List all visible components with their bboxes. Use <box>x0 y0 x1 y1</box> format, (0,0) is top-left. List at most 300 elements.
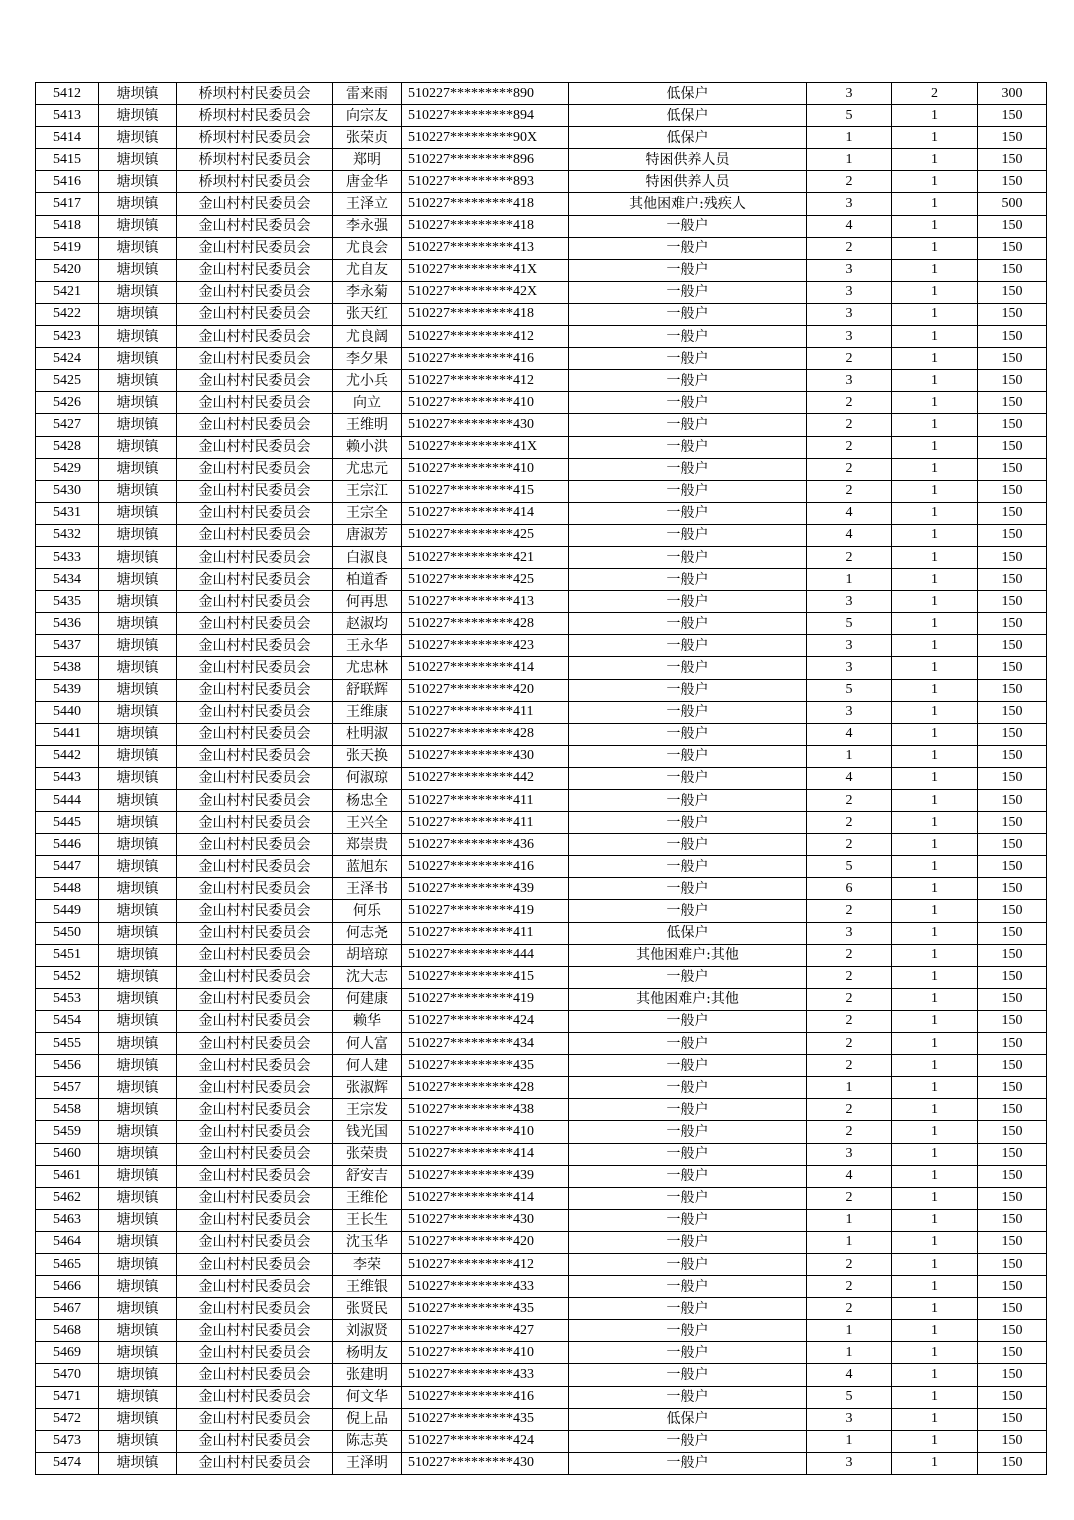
household-size-cell: 1 <box>807 1342 892 1364</box>
town-cell: 塘坝镇 <box>99 591 177 613</box>
name-cell: 白淑良 <box>333 546 402 568</box>
amount-cell: 150 <box>978 834 1047 856</box>
name-cell: 柏道香 <box>333 569 402 591</box>
village-committee-cell: 金山村村民委员会 <box>177 944 333 966</box>
name-cell: 雷来雨 <box>333 83 402 105</box>
id-number-cell: 510227*********421 <box>402 546 569 568</box>
table-row <box>36 966 1047 988</box>
household-size-cell: 2 <box>807 1298 892 1320</box>
name-cell: 王宗全 <box>333 502 402 524</box>
household-type-cell: 特困供养人员 <box>569 149 807 171</box>
count-cell: 1 <box>892 392 978 414</box>
village-committee-cell: 金山村村民委员会 <box>177 878 333 900</box>
name-cell: 何建康 <box>333 988 402 1010</box>
count-cell: 1 <box>892 436 978 458</box>
table-row <box>36 1364 1047 1386</box>
serial-number-cell: 5470 <box>36 1364 99 1386</box>
household-size-cell: 1 <box>807 127 892 149</box>
count-cell: 1 <box>892 193 978 215</box>
town-cell: 塘坝镇 <box>99 215 177 237</box>
name-cell: 郑崇贵 <box>333 834 402 856</box>
table-row <box>36 1187 1047 1209</box>
household-type-cell: 一般户 <box>569 1055 807 1077</box>
amount-cell: 150 <box>978 1010 1047 1032</box>
table-row <box>36 502 1047 524</box>
household-size-cell: 3 <box>807 193 892 215</box>
amount-cell: 150 <box>978 569 1047 591</box>
table-row <box>36 1276 1047 1298</box>
household-size-cell: 1 <box>807 1320 892 1342</box>
id-number-cell: 510227*********419 <box>402 900 569 922</box>
id-number-cell: 510227*********411 <box>402 790 569 812</box>
village-committee-cell: 金山村村民委员会 <box>177 392 333 414</box>
serial-number-cell: 5465 <box>36 1253 99 1275</box>
table-row <box>36 900 1047 922</box>
serial-number-cell: 5472 <box>36 1408 99 1430</box>
count-cell: 1 <box>892 480 978 502</box>
table-row <box>36 1209 1047 1231</box>
name-cell: 赖小洪 <box>333 436 402 458</box>
table-row <box>36 1010 1047 1032</box>
village-committee-cell: 金山村村民委员会 <box>177 790 333 812</box>
serial-number-cell: 5454 <box>36 1010 99 1032</box>
household-type-cell: 一般户 <box>569 812 807 834</box>
serial-number-cell: 5428 <box>36 436 99 458</box>
name-cell: 王兴全 <box>333 812 402 834</box>
name-cell: 赖华 <box>333 1010 402 1032</box>
id-number-cell: 510227*********414 <box>402 1143 569 1165</box>
name-cell: 唐淑芳 <box>333 524 402 546</box>
serial-number-cell: 5433 <box>36 546 99 568</box>
village-committee-cell: 金山村村民委员会 <box>177 1099 333 1121</box>
amount-cell: 150 <box>978 966 1047 988</box>
name-cell: 赵淑均 <box>333 613 402 635</box>
count-cell: 1 <box>892 1430 978 1452</box>
id-number-cell: 510227*********425 <box>402 524 569 546</box>
town-cell: 塘坝镇 <box>99 1121 177 1143</box>
household-type-cell: 一般户 <box>569 237 807 259</box>
name-cell: 王泽立 <box>333 193 402 215</box>
count-cell: 1 <box>892 657 978 679</box>
name-cell: 王维银 <box>333 1276 402 1298</box>
id-number-cell: 510227*********893 <box>402 171 569 193</box>
amount-cell: 150 <box>978 215 1047 237</box>
household-size-cell: 2 <box>807 1033 892 1055</box>
table-row <box>36 1320 1047 1342</box>
town-cell: 塘坝镇 <box>99 988 177 1010</box>
household-size-cell: 5 <box>807 1386 892 1408</box>
count-cell: 1 <box>892 414 978 436</box>
amount-cell: 150 <box>978 281 1047 303</box>
household-type-cell: 一般户 <box>569 1165 807 1187</box>
id-number-cell: 510227*********444 <box>402 944 569 966</box>
table-row <box>36 591 1047 613</box>
count-cell: 1 <box>892 1364 978 1386</box>
town-cell: 塘坝镇 <box>99 1165 177 1187</box>
household-size-cell: 3 <box>807 1143 892 1165</box>
town-cell: 塘坝镇 <box>99 613 177 635</box>
serial-number-cell: 5464 <box>36 1231 99 1253</box>
serial-number-cell: 5456 <box>36 1055 99 1077</box>
town-cell: 塘坝镇 <box>99 745 177 767</box>
town-cell: 塘坝镇 <box>99 767 177 789</box>
serial-number-cell: 5466 <box>36 1276 99 1298</box>
household-size-cell: 4 <box>807 502 892 524</box>
table-row <box>36 458 1047 480</box>
id-number-cell: 510227*********414 <box>402 657 569 679</box>
amount-cell: 500 <box>978 193 1047 215</box>
household-size-cell: 4 <box>807 524 892 546</box>
serial-number-cell: 5424 <box>36 348 99 370</box>
household-size-cell: 3 <box>807 1408 892 1430</box>
amount-cell: 150 <box>978 613 1047 635</box>
name-cell: 李永强 <box>333 215 402 237</box>
name-cell: 张荣贵 <box>333 1143 402 1165</box>
count-cell: 1 <box>892 546 978 568</box>
household-type-cell: 一般户 <box>569 701 807 723</box>
household-size-cell: 2 <box>807 546 892 568</box>
name-cell: 钱光国 <box>333 1121 402 1143</box>
name-cell: 何人建 <box>333 1055 402 1077</box>
serial-number-cell: 5455 <box>36 1033 99 1055</box>
id-number-cell: 510227*********896 <box>402 149 569 171</box>
serial-number-cell: 5446 <box>36 834 99 856</box>
serial-number-cell: 5468 <box>36 1320 99 1342</box>
household-type-cell: 一般户 <box>569 303 807 325</box>
table-body <box>36 83 1047 1475</box>
amount-cell: 150 <box>978 944 1047 966</box>
town-cell: 塘坝镇 <box>99 679 177 701</box>
town-cell: 塘坝镇 <box>99 1452 177 1474</box>
serial-number-cell: 5432 <box>36 524 99 546</box>
serial-number-cell: 5416 <box>36 171 99 193</box>
household-size-cell: 1 <box>807 1430 892 1452</box>
count-cell: 1 <box>892 259 978 281</box>
table-row <box>36 1342 1047 1364</box>
household-type-cell: 低保户 <box>569 83 807 105</box>
village-committee-cell: 金山村村民委员会 <box>177 480 333 502</box>
household-type-cell: 一般户 <box>569 1099 807 1121</box>
household-size-cell: 2 <box>807 988 892 1010</box>
village-committee-cell: 金山村村民委员会 <box>177 348 333 370</box>
count-cell: 1 <box>892 1033 978 1055</box>
serial-number-cell: 5442 <box>36 745 99 767</box>
household-size-cell: 2 <box>807 900 892 922</box>
count-cell: 1 <box>892 281 978 303</box>
village-committee-cell: 金山村村民委员会 <box>177 546 333 568</box>
amount-cell: 150 <box>978 1209 1047 1231</box>
name-cell: 杜明淑 <box>333 723 402 745</box>
amount-cell: 150 <box>978 878 1047 900</box>
amount-cell: 150 <box>978 790 1047 812</box>
household-type-cell: 一般户 <box>569 1010 807 1032</box>
count-cell: 1 <box>892 1452 978 1474</box>
household-type-cell: 一般户 <box>569 414 807 436</box>
amount-cell: 150 <box>978 1408 1047 1430</box>
table-row <box>36 569 1047 591</box>
village-committee-cell: 金山村村民委员会 <box>177 259 333 281</box>
table-row <box>36 878 1047 900</box>
amount-cell: 150 <box>978 1364 1047 1386</box>
household-type-cell: 一般户 <box>569 900 807 922</box>
serial-number-cell: 5463 <box>36 1209 99 1231</box>
id-number-cell: 510227*********411 <box>402 812 569 834</box>
name-cell: 沈大志 <box>333 966 402 988</box>
village-committee-cell: 金山村村民委员会 <box>177 524 333 546</box>
table-row <box>36 1386 1047 1408</box>
town-cell: 塘坝镇 <box>99 834 177 856</box>
village-committee-cell: 金山村村民委员会 <box>177 1320 333 1342</box>
count-cell: 1 <box>892 834 978 856</box>
serial-number-cell: 5458 <box>36 1099 99 1121</box>
household-type-cell: 其他困难户:残疾人 <box>569 193 807 215</box>
count-cell: 1 <box>892 988 978 1010</box>
household-type-cell: 一般户 <box>569 679 807 701</box>
name-cell: 何志尧 <box>333 922 402 944</box>
table-row <box>36 657 1047 679</box>
table-row <box>36 1298 1047 1320</box>
household-size-cell: 3 <box>807 370 892 392</box>
table-row <box>36 1452 1047 1474</box>
count-cell: 1 <box>892 701 978 723</box>
table-row <box>36 1165 1047 1187</box>
amount-cell: 150 <box>978 1121 1047 1143</box>
table-row <box>36 392 1047 414</box>
village-committee-cell: 金山村村民委员会 <box>177 1165 333 1187</box>
id-number-cell: 510227*********430 <box>402 1209 569 1231</box>
id-number-cell: 510227*********410 <box>402 1342 569 1364</box>
name-cell: 郑明 <box>333 149 402 171</box>
household-type-cell: 一般户 <box>569 767 807 789</box>
town-cell: 塘坝镇 <box>99 1320 177 1342</box>
id-number-cell: 510227*********424 <box>402 1430 569 1452</box>
village-committee-cell: 金山村村民委员会 <box>177 1276 333 1298</box>
table-row <box>36 1253 1047 1275</box>
amount-cell: 150 <box>978 436 1047 458</box>
village-committee-cell: 桥坝村村民委员会 <box>177 127 333 149</box>
village-committee-cell: 金山村村民委员会 <box>177 1010 333 1032</box>
id-number-cell: 510227*********424 <box>402 1010 569 1032</box>
name-cell: 杨明友 <box>333 1342 402 1364</box>
household-size-cell: 2 <box>807 1010 892 1032</box>
count-cell: 1 <box>892 966 978 988</box>
town-cell: 塘坝镇 <box>99 281 177 303</box>
household-type-cell: 低保户 <box>569 1408 807 1430</box>
household-size-cell: 1 <box>807 1209 892 1231</box>
village-committee-cell: 金山村村民委员会 <box>177 1364 333 1386</box>
name-cell: 王泽明 <box>333 1452 402 1474</box>
amount-cell: 150 <box>978 524 1047 546</box>
id-number-cell: 510227*********414 <box>402 1187 569 1209</box>
household-size-cell: 4 <box>807 215 892 237</box>
serial-number-cell: 5460 <box>36 1143 99 1165</box>
amount-cell: 150 <box>978 259 1047 281</box>
household-type-cell: 一般户 <box>569 1276 807 1298</box>
count-cell: 1 <box>892 944 978 966</box>
id-number-cell: 510227*********436 <box>402 834 569 856</box>
amount-cell: 150 <box>978 1231 1047 1253</box>
village-committee-cell: 金山村村民委员会 <box>177 193 333 215</box>
name-cell: 杨忠全 <box>333 790 402 812</box>
serial-number-cell: 5414 <box>36 127 99 149</box>
household-size-cell: 3 <box>807 281 892 303</box>
table-row <box>36 812 1047 834</box>
name-cell: 何再思 <box>333 591 402 613</box>
count-cell: 1 <box>892 1165 978 1187</box>
household-type-cell: 一般户 <box>569 1452 807 1474</box>
count-cell: 1 <box>892 1320 978 1342</box>
amount-cell: 150 <box>978 900 1047 922</box>
household-type-cell: 一般户 <box>569 834 807 856</box>
town-cell: 塘坝镇 <box>99 1055 177 1077</box>
id-number-cell: 510227*********423 <box>402 635 569 657</box>
town-cell: 塘坝镇 <box>99 1143 177 1165</box>
id-number-cell: 510227*********414 <box>402 502 569 524</box>
amount-cell: 150 <box>978 1320 1047 1342</box>
town-cell: 塘坝镇 <box>99 348 177 370</box>
id-number-cell: 510227*********433 <box>402 1364 569 1386</box>
id-number-cell: 510227*********439 <box>402 878 569 900</box>
household-type-cell: 一般户 <box>569 723 807 745</box>
village-committee-cell: 金山村村民委员会 <box>177 326 333 348</box>
beneficiary-table <box>35 82 1047 1475</box>
town-cell: 塘坝镇 <box>99 1298 177 1320</box>
household-size-cell: 5 <box>807 613 892 635</box>
amount-cell: 150 <box>978 458 1047 480</box>
village-committee-cell: 金山村村民委员会 <box>177 1386 333 1408</box>
name-cell: 张淑辉 <box>333 1077 402 1099</box>
table-row <box>36 370 1047 392</box>
household-size-cell: 2 <box>807 458 892 480</box>
id-number-cell: 510227*********430 <box>402 1452 569 1474</box>
id-number-cell: 510227*********427 <box>402 1320 569 1342</box>
amount-cell: 150 <box>978 1342 1047 1364</box>
serial-number-cell: 5430 <box>36 480 99 502</box>
town-cell: 塘坝镇 <box>99 657 177 679</box>
town-cell: 塘坝镇 <box>99 259 177 281</box>
village-committee-cell: 金山村村民委员会 <box>177 966 333 988</box>
serial-number-cell: 5443 <box>36 767 99 789</box>
amount-cell: 150 <box>978 546 1047 568</box>
village-committee-cell: 金山村村民委员会 <box>177 502 333 524</box>
table-row <box>36 944 1047 966</box>
table-row <box>36 193 1047 215</box>
village-committee-cell: 金山村村民委员会 <box>177 414 333 436</box>
serial-number-cell: 5434 <box>36 569 99 591</box>
id-number-cell: 510227*********42X <box>402 281 569 303</box>
name-cell: 沈玉华 <box>333 1231 402 1253</box>
name-cell: 王宗江 <box>333 480 402 502</box>
name-cell: 何人富 <box>333 1033 402 1055</box>
count-cell: 1 <box>892 127 978 149</box>
household-size-cell: 2 <box>807 790 892 812</box>
serial-number-cell: 5441 <box>36 723 99 745</box>
household-type-cell: 一般户 <box>569 1209 807 1231</box>
table-row <box>36 480 1047 502</box>
household-type-cell: 其他困难户:其他 <box>569 988 807 1010</box>
village-committee-cell: 金山村村民委员会 <box>177 458 333 480</box>
town-cell: 塘坝镇 <box>99 392 177 414</box>
serial-number-cell: 5436 <box>36 613 99 635</box>
household-type-cell: 一般户 <box>569 326 807 348</box>
name-cell: 胡培琼 <box>333 944 402 966</box>
household-type-cell: 一般户 <box>569 856 807 878</box>
serial-number-cell: 5421 <box>36 281 99 303</box>
household-size-cell: 3 <box>807 326 892 348</box>
count-cell: 1 <box>892 745 978 767</box>
town-cell: 塘坝镇 <box>99 436 177 458</box>
town-cell: 塘坝镇 <box>99 1187 177 1209</box>
village-committee-cell: 桥坝村村民委员会 <box>177 83 333 105</box>
amount-cell: 150 <box>978 392 1047 414</box>
id-number-cell: 510227*********41X <box>402 259 569 281</box>
village-committee-cell: 金山村村民委员会 <box>177 1121 333 1143</box>
serial-number-cell: 5474 <box>36 1452 99 1474</box>
serial-number-cell: 5462 <box>36 1187 99 1209</box>
count-cell: 1 <box>892 149 978 171</box>
town-cell: 塘坝镇 <box>99 635 177 657</box>
household-size-cell: 5 <box>807 679 892 701</box>
village-committee-cell: 金山村村民委员会 <box>177 1055 333 1077</box>
name-cell: 王宗发 <box>333 1099 402 1121</box>
household-size-cell: 1 <box>807 569 892 591</box>
household-size-cell: 4 <box>807 1364 892 1386</box>
town-cell: 塘坝镇 <box>99 812 177 834</box>
count-cell: 1 <box>892 458 978 480</box>
town-cell: 塘坝镇 <box>99 1430 177 1452</box>
serial-number-cell: 5419 <box>36 237 99 259</box>
count-cell: 1 <box>892 635 978 657</box>
household-type-cell: 一般户 <box>569 1342 807 1364</box>
household-type-cell: 一般户 <box>569 790 807 812</box>
id-number-cell: 510227*********435 <box>402 1408 569 1430</box>
id-number-cell: 510227*********418 <box>402 215 569 237</box>
village-committee-cell: 金山村村民委员会 <box>177 613 333 635</box>
amount-cell: 150 <box>978 1298 1047 1320</box>
household-type-cell: 一般户 <box>569 613 807 635</box>
household-type-cell: 一般户 <box>569 259 807 281</box>
count-cell: 1 <box>892 105 978 127</box>
serial-number-cell: 5457 <box>36 1077 99 1099</box>
town-cell: 塘坝镇 <box>99 1276 177 1298</box>
id-number-cell: 510227*********420 <box>402 679 569 701</box>
name-cell: 唐金华 <box>333 171 402 193</box>
id-number-cell: 510227*********416 <box>402 1386 569 1408</box>
amount-cell: 300 <box>978 83 1047 105</box>
name-cell: 张荣贞 <box>333 127 402 149</box>
household-size-cell: 2 <box>807 480 892 502</box>
table-row <box>36 127 1047 149</box>
count-cell: 1 <box>892 1077 978 1099</box>
household-type-cell: 一般户 <box>569 502 807 524</box>
household-size-cell: 3 <box>807 657 892 679</box>
household-type-cell: 特困供养人员 <box>569 171 807 193</box>
name-cell: 尤小兵 <box>333 370 402 392</box>
town-cell: 塘坝镇 <box>99 127 177 149</box>
household-size-cell: 2 <box>807 966 892 988</box>
name-cell: 王长生 <box>333 1209 402 1231</box>
count-cell: 1 <box>892 370 978 392</box>
table-row <box>36 767 1047 789</box>
amount-cell: 150 <box>978 679 1047 701</box>
amount-cell: 150 <box>978 149 1047 171</box>
name-cell: 王维明 <box>333 414 402 436</box>
table-row <box>36 414 1047 436</box>
table-row <box>36 679 1047 701</box>
town-cell: 塘坝镇 <box>99 105 177 127</box>
town-cell: 塘坝镇 <box>99 546 177 568</box>
count-cell: 1 <box>892 215 978 237</box>
